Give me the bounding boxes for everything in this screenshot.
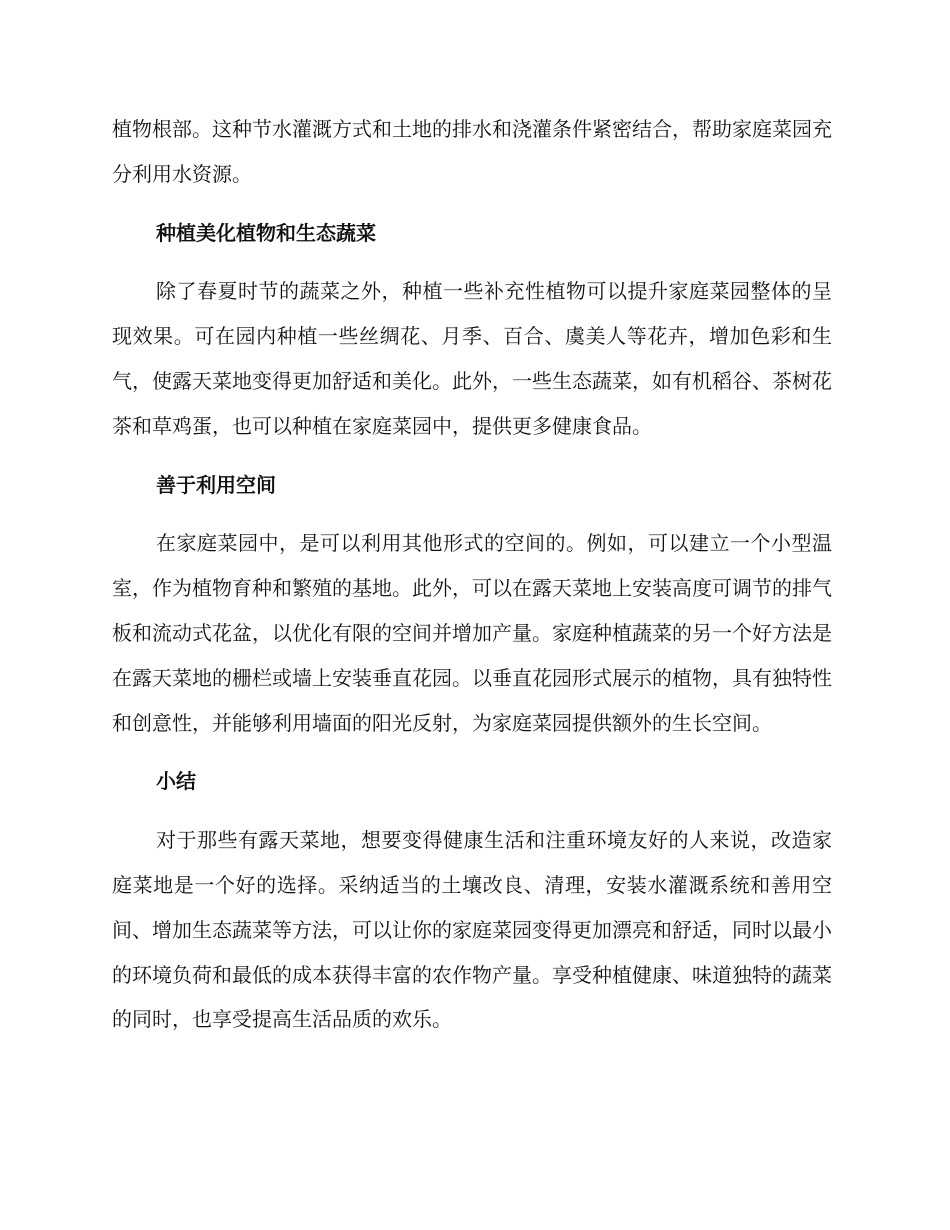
paragraph-intro-continuation: 植物根部。这种节水灌溉方式和土地的排水和浇灌条件紧密结合，帮助家庭菜园充分利用水资源。: [112, 117, 832, 186]
section-gap: [112, 197, 832, 211]
section-gap: [112, 804, 832, 818]
section-gap: [112, 745, 832, 759]
section-gap: [112, 255, 832, 269]
paragraph-use-space: 在家庭菜园中，是可以利用其他形式的空间的。例如，可以建立一个小型温室，作为植物育种和繁殖的基地。此外，可以在露天菜地上安装高度可调节的排气板和流动式花盆，以优化有限的空间并增加产量。家庭种植蔬菜的另一个好方法是在露天菜地的栅栏或墙上安装垂直花园。以垂直花园形式展示的植物，具有独特性和创意性，并能够利用墙面的阳光反射，为家庭菜园提供额外的生长空间。: [112, 531, 832, 735]
section-heading-summary: 小结: [156, 769, 196, 794]
section-heading-use-space: 善于利用空间: [156, 472, 276, 497]
paragraph-summary: 对于那些有露天菜地，想要变得健康生活和注重环境友好的人来说，改造家庭菜地是一个好的选择。采纳适当的土壤改良、清理，安装水灌溉系统和善用空间、增加生态蔬菜等方法，可以让你的家庭菜园变得更加漂亮和舒适，同时以最小的环境负荷和最低的成本获得丰富的农作物产量。享受种植健康、味道独特的蔬菜的同时，也享受提高生活品质的欢乐。: [112, 828, 832, 1032]
document-page: [112, 107, 832, 1042]
section-gap: [112, 507, 832, 521]
section-gap: [112, 449, 832, 463]
paragraph-beautify-plants: 除了春夏时节的蔬菜之外，种植一些补充性植物可以提升家庭菜园整体的呈现效果。可在园内种植一些丝绸花、月季、百合、虞美人等花卉，增加色彩和生气，使露天菜地变得更加舒适和美化。此外，一些生态蔬菜，如有机稻谷、茶树花茶和草鸡蛋，也可以种植在家庭菜园中，提供更多健康食品。: [112, 279, 832, 438]
section-heading-beautify-plants: 种植美化植物和生态蔬菜: [156, 220, 376, 245]
